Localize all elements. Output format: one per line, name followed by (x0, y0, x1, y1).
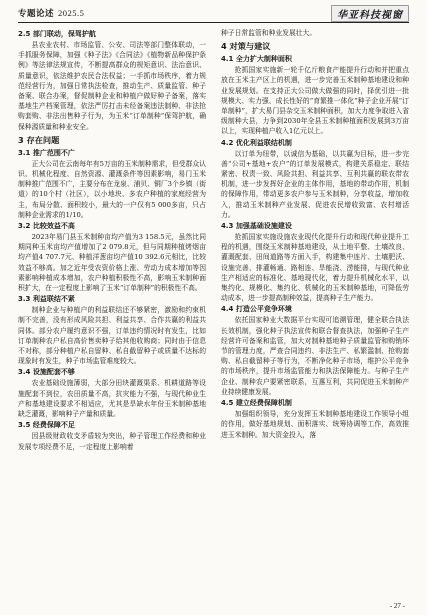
section-4-heading: 4 对策与建议 (221, 41, 271, 52)
section-3-3-heading: 3.3 利益联结不紧 (18, 295, 75, 304)
section-4-2-heading: 4.2 优化利益联结机制 (221, 138, 292, 147)
section-3-2-heading: 3.2 比较效益不高 (18, 222, 75, 231)
section-3-4-heading: 3.4 设施配套不够 (18, 368, 75, 377)
section-3-1-paragraph: 正大公司在云南每年有5万亩的玉米制种需求，但受群众认识、机械化程度、自然资源、灌溉条件等因素影响，易门玉米制种推广范围不广，主要分布在龙泉、浦贝、铜厂3个乡镇（街道）的10个村（社区），以小地块、多农户种植的家庭经营为主，布局分散、面积较小，最大的一户仅有5 000多亩，只占制种企业需求的1/10。 (18, 159, 206, 219)
section-4-4-heading: 4.4 打造公平竞争环境 (221, 305, 292, 314)
journal-logo: 华亚科技视窗 (331, 5, 409, 22)
section-4-3-heading: 4.3 加强基础设施建设 (221, 222, 292, 231)
section-3-4-paragraph: 农业基础设施薄弱，大部分田块灌溉渠系、机耕道路等设施配套不到位，农田质量不高，抗灾能力不强，与现代种业生产和基地建设要求不相适应，尤其是旱缺水年份玉米制种基地缺乏灌溉，影响种子产量和质量。 (18, 379, 206, 419)
issue-number: 2025.5 (58, 8, 85, 18)
section-2-5-heading: 2.5 部门联动，保驾护航 (18, 30, 96, 38)
continued-paragraph: 种子日常监管和种业发展壮大。 (221, 29, 317, 37)
section-label: 专题论述 (18, 9, 55, 19)
right-column (221, 28, 409, 440)
section-3-heading: 3 存在问题 (18, 134, 60, 145)
section-4-3-paragraph: 抢抓国家实施设施农业现代化提升行动和现代种业提升工程的机遇，围绕玉米制种基地建设，从土地平整、土壤改良、灌溉配套、田间道路等方面入手，构建集中连片、土壤肥沃、设施完善、排灌畅通、路相连、旱能浇、涝能排，与现代种业生产相适应的标准化、基地现代化，着力提升机械化水平，以集约化、规模化、集约化、机械化的玉米制种基地，可降低劳动成本，进一步提高制种效益，提高种子生产能力。 (221, 233, 409, 303)
section-3-5-heading: 3.5 经费保障不足 (18, 421, 75, 430)
section-4-4-paragraph: 依托国家种业大数据平台实现可追溯管理，健全联合执法长效机制，强化种子执法宣传和联合督查执法，加强种子生产经营许可备案和监管，加大对制种基地种子质量监管和购销环节的管理力度，严查合同违约、非法生产、私繁滥制、抢购套购、私自截留种子等行为，不断净化种子市场，维护公平竞争的市场秩序，提升市场监管能力和执法保障能力。与种子生产企业、制种农户要紧密联系，互惠互利，共同促进玉米制种产业持续健康发展。 (221, 316, 409, 396)
section-4-5-paragraph: 加强组织领导，充分发挥玉米制种基地建设工作领导小组的作用，做好基地规划、面积落实、统筹协调等工作，高效推进玉米制种。加大资金投入，落 (221, 410, 409, 439)
left-column (18, 28, 206, 452)
page-header (18, 4, 409, 23)
section-4-2-paragraph: 以订单为纽带，以诚信为基础，以共赢为目标，进一步完善“公司+基地+农户”的订单发展模式，构建关系稳定、联结紧密、权责一致、风险共担、利益共享、互利共赢的联农带农机制，进一步发挥好企业的主体作用，基地的带动作用，机制的保障作用，带动更多农户参与玉米制种，分享收益，增加收入，推动玉米制种产业发展、促进农民增收致富、农村增活力。 (221, 149, 409, 219)
section-3-1-heading: 3.1 推广范围不广 (18, 148, 75, 157)
section-3-2-paragraph: 2023年易门县玉米制种亩均产值为3 158.5元，虽然比同期同种玉米亩均产值增加了2 079.8元，但与同期种植烤烟亩均产值4 707.7元、种植洋葱亩均产值10 392.6元相比，比较效益不够高。加之近年受农资价格上涨、劳动力成本增加等因素影响种植成本增加，农户种植积极性不高，影响玉米制种面积扩大，在一定程度上影响了玉米“订单制种”的积极性不高。 (18, 233, 206, 293)
section-3-5-paragraph: 因县级财政收支矛盾较为突出，种子管理工作经费和种业发展专项经费不足，一定程度上影响着 (18, 432, 206, 451)
section-4-1-paragraph: 抢抓国家实施新一轮千亿斤粮食产能提升行动和并把重点放在玉米主产区上的机遇，进一步完善玉米制种基地建设和种业发展规划。在支持正大公司做大做强的同时，择优引进一批规模大、实力强、成长性好的“育繁推一体化”种子企业开展“订单制种”，扩大易门县杂交玉米制种面积，加大力度争取进入省级制种大县，力争到2030年全县玉米制种植面积发展到3万亩以上，实现种植户收入1亿元以上。 (221, 66, 409, 136)
header-section (18, 7, 84, 19)
section-3-3-paragraph: 制种企业与种植户的利益联结还不够紧密，激励和约束机制不完善，没有形成风险共担、利益共享、合作共赢的利益共同体。部分农户履约意识不强，订单违约情况时有发生，比如订单制种农户私自高价售卖种子给其他收购商；同时由于信息不对称，部分种植户私自留种、私自截留种子或质量不达标的现象时有发生，种子市场监管难度较大。 (18, 306, 206, 366)
section-2-5-paragraph: 县农业农村、市场监管、公安、司法等部门整体联动，一手抓服务保障，加强《种子法》《合同法》《植物新品种保护条例》等法律法规宣传，不断提高群众的规矩意识、法治意识、质量意识，依法维护农民合法权益；一手抓市场秩序，着力规范经营行为，加强日常执法检查，推动生产、质量监管、种子备案、联合办案，督促制种企业和种植户做好种子备案，落实基地生产档案管理，依法严厉打击未经备案违法制种、非法抢购套购、非法出售种子行为，为玉米“订单制种”保驾护航，确保种源质量和种业安全。 (18, 41, 206, 131)
section-4-1-heading: 4.1 全力扩大制种面积 (221, 55, 292, 64)
section-4-5-heading: 4.5 建立经费保障机制 (221, 399, 292, 408)
page-number: - 27 - (389, 602, 405, 610)
